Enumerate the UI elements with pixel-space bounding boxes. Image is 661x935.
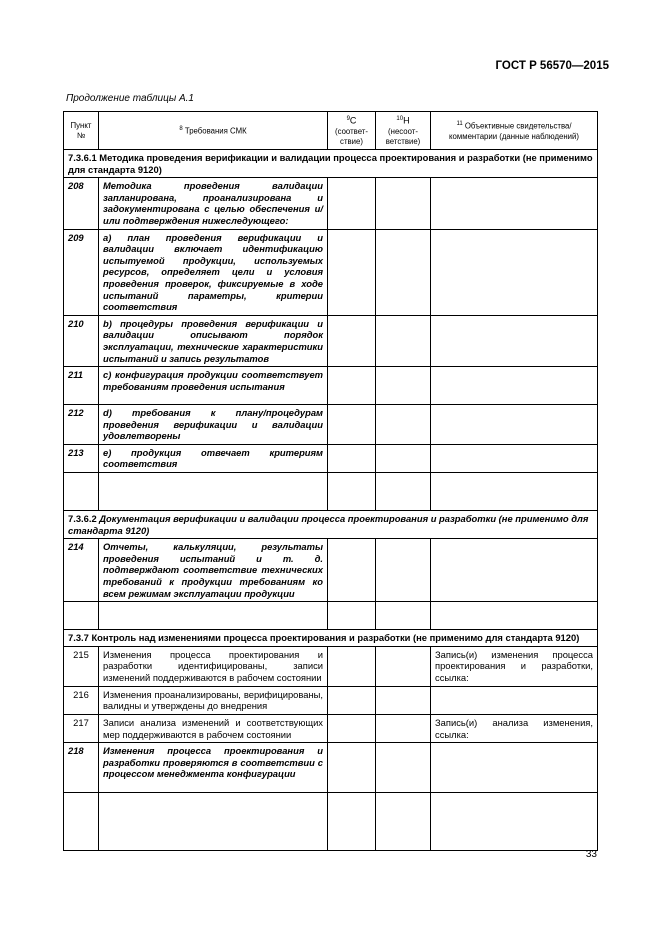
section-title: 7.3.6.1 Методика проведения верификации и валидации процесса проектирования и разработки (не применимо для стандарта 9120) — [64, 150, 598, 178]
standard-number: ГОСТ Р 56570—2015 — [495, 60, 609, 72]
item-number: 216 — [64, 686, 99, 714]
table-row — [64, 315, 598, 366]
compliance-cell[interactable] — [328, 743, 376, 793]
noncompliance-cell[interactable] — [376, 367, 431, 405]
col-compliance: $^9$С (соответ-ствие) — [328, 112, 376, 150]
noncompliance-cell[interactable] — [376, 715, 431, 743]
item-number: 215 — [64, 646, 99, 686]
evidence-cell[interactable] — [431, 743, 598, 793]
noncompliance-cell[interactable] — [376, 686, 431, 714]
compliance-cell[interactable] — [328, 602, 376, 630]
evidence-cell[interactable] — [431, 473, 598, 511]
section-row — [64, 150, 598, 178]
table-header-row — [64, 112, 598, 150]
compliance-cell[interactable] — [328, 473, 376, 511]
noncompliance-cell[interactable] — [376, 743, 431, 793]
item-number: 218 — [64, 743, 99, 793]
section-title: 7.3.7 Контроль над изменениями процесса проектирования и разработки (не применимо для стандарта 9120) — [64, 630, 598, 647]
empty-row — [64, 793, 598, 851]
requirement-text: d) требования к плану/процедурам проведения верификации и валидации удовлетворены — [99, 405, 328, 445]
table-row — [64, 444, 598, 472]
compliance-cell[interactable] — [328, 539, 376, 602]
item-number: 208 — [64, 178, 99, 229]
noncompliance-cell[interactable] — [376, 646, 431, 686]
table-row — [64, 743, 598, 793]
empty-row — [64, 473, 598, 511]
noncompliance-cell[interactable] — [376, 315, 431, 366]
requirement-text: е) продукция отвечает критериям соответствия — [99, 444, 328, 472]
noncompliance-cell[interactable] — [376, 539, 431, 602]
compliance-cell[interactable] — [328, 646, 376, 686]
evidence-cell[interactable] — [431, 793, 598, 851]
noncompliance-cell[interactable] — [376, 444, 431, 472]
evidence-cell[interactable] — [431, 367, 598, 405]
requirement-text: с) конфигурация продукции соответствует требованиям проведения испытания — [99, 367, 328, 405]
compliance-cell[interactable] — [328, 315, 376, 366]
section-row — [64, 630, 598, 647]
compliance-cell[interactable] — [328, 793, 376, 851]
section-title: 7.3.6.2 Документация верификации и валидации процесса проектирования и разработки (не применимо для стандарта 9120) — [64, 511, 598, 539]
item-number: 212 — [64, 405, 99, 445]
evidence-cell[interactable] — [431, 686, 598, 714]
evidence-cell[interactable] — [431, 178, 598, 229]
compliance-cell[interactable] — [328, 405, 376, 445]
item-number: 209 — [64, 229, 99, 315]
evidence-cell[interactable]: Запись(и) изменения процесса проектирования и разработки, ссылка: — [431, 646, 598, 686]
noncompliance-cell[interactable] — [376, 793, 431, 851]
noncompliance-cell[interactable] — [376, 405, 431, 445]
empty-row — [64, 602, 598, 630]
evidence-cell[interactable] — [431, 602, 598, 630]
requirement-text: Отчеты, калькуляции, результаты проведения испытаний и т. д. подтверждают соответствие технических требований к продукции требованиям ко всем режимам эксплуатации продукции — [99, 539, 328, 602]
evidence-cell[interactable] — [431, 315, 598, 366]
item-number: 211 — [64, 367, 99, 405]
table-row — [64, 686, 598, 714]
requirement-text: b) процедуры проведения верификации и валидации описывают порядок эксплуатации, технические характеристики испытаний и запись результатов — [99, 315, 328, 366]
table-row — [64, 229, 598, 315]
item-number: 217 — [64, 715, 99, 743]
compliance-cell[interactable] — [328, 229, 376, 315]
requirements-table — [63, 111, 598, 851]
item-number: 214 — [64, 539, 99, 602]
compliance-cell[interactable] — [328, 367, 376, 405]
requirement-text: а) план проведения верификации и валидации включает идентификацию испытуемой продукции, используемых ресурсов, определяет цели и условия проведения проверок, фиксируемые в ходе испытаний параметры, критерии соответствия — [99, 229, 328, 315]
compliance-cell[interactable] — [328, 444, 376, 472]
col-evidence: $^{11}$ Объективные свидетельства/ комментарии (данные наблюдений) — [431, 112, 598, 150]
section-row — [64, 511, 598, 539]
table-row — [64, 367, 598, 405]
compliance-cell[interactable] — [328, 178, 376, 229]
evidence-cell[interactable] — [431, 539, 598, 602]
col-item: Пункт № — [64, 112, 99, 150]
evidence-cell[interactable] — [431, 444, 598, 472]
table-row — [64, 715, 598, 743]
requirement-text: Методика проведения валидации запланирована, проанализирована и задокументирована с целью обеспечения и/или подтверждения нижеследующего: — [99, 178, 328, 229]
evidence-cell[interactable] — [431, 229, 598, 315]
requirement-text: Изменения процесса проектирования и разработки идентифицированы, записи изменений поддерживаются в рабочем состоянии — [99, 646, 328, 686]
evidence-cell[interactable] — [431, 405, 598, 445]
col-requirements: $^8$ Требования СМК — [99, 112, 328, 150]
noncompliance-cell[interactable] — [376, 178, 431, 229]
table-row — [64, 178, 598, 229]
item-number: 210 — [64, 315, 99, 366]
table-row — [64, 646, 598, 686]
col-noncompliance: $^{10}$Н (несоот-ветствие) — [376, 112, 431, 150]
noncompliance-cell[interactable] — [376, 473, 431, 511]
table-continuation-label: Продолжение таблицы А.1 — [66, 93, 194, 104]
evidence-cell[interactable]: Запись(и) анализа изменения, ссылка: — [431, 715, 598, 743]
requirement-text: Записи анализа изменений и соответствующих мер поддерживаются в рабочем состоянии — [99, 715, 328, 743]
item-number: 213 — [64, 444, 99, 472]
compliance-cell[interactable] — [328, 715, 376, 743]
requirement-text: Изменения процесса проектирования и разработки проверяются в соответствии с процессом менеджмента конфигурации — [99, 743, 328, 793]
page-number: 33 — [585, 849, 597, 860]
requirement-text: Изменения проанализированы, верифицированы, валидны и утверждены до внедрения — [99, 686, 328, 714]
table-row — [64, 539, 598, 602]
noncompliance-cell[interactable] — [376, 602, 431, 630]
table-row — [64, 405, 598, 445]
compliance-cell[interactable] — [328, 686, 376, 714]
noncompliance-cell[interactable] — [376, 229, 431, 315]
